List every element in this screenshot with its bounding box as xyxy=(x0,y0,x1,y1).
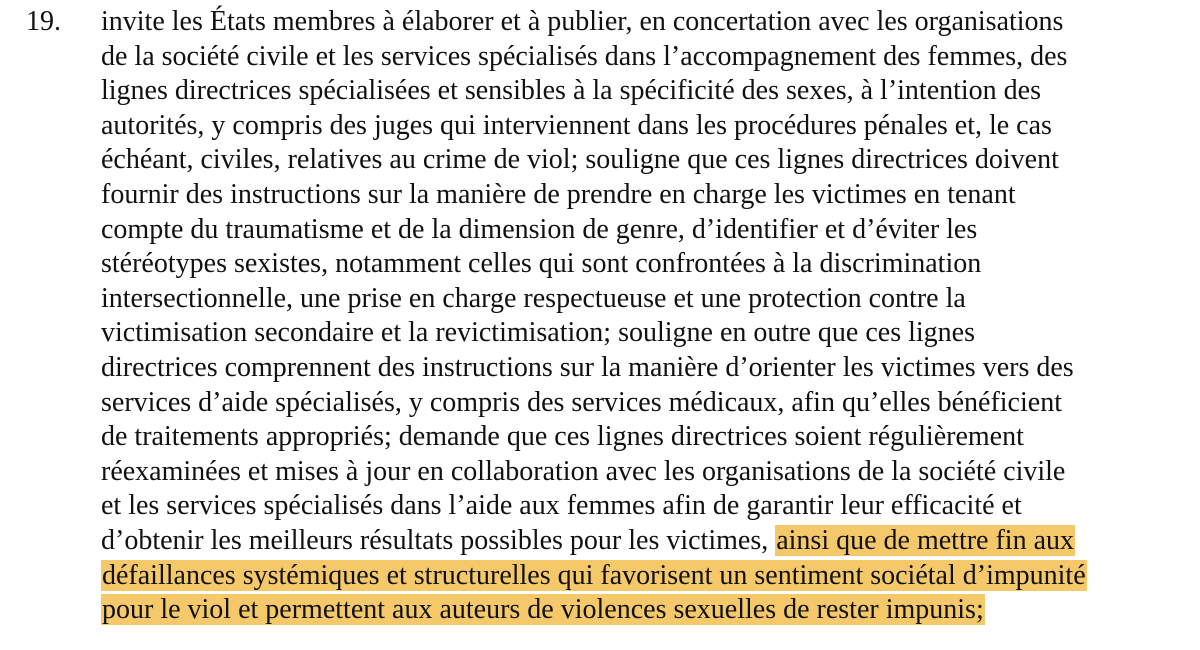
plain-text: d’obtenir les meilleurs résultats possibles pour les victimes, xyxy=(101,524,776,556)
text-line: invite les États membres à élaborer et à publier, en concertation avec les organisations xyxy=(101,6,1064,37)
text-line: compte du traumatisme et de la dimension de genre, d’identifier et d’éviter les xyxy=(101,213,978,245)
text-line: autorités, y compris des juges qui interviennent dans les procédures pénales et, le cas xyxy=(101,109,1052,141)
highlighted-text: pour le viol et permettent aux auteurs de violences sexuelles de rester impunis; xyxy=(102,594,984,626)
text-line: de traitements appropriés; demande que ces lignes directrices soient régulièrement xyxy=(101,421,1024,453)
highlighted-text: défaillances systémiques et structurelles qui favorisent un sentiment sociétal d’impunité xyxy=(102,559,1086,591)
text-line: de la société civile et les services spécialisés dans l’accompagnement des femmes, des xyxy=(101,40,1068,72)
text-line: et les services spécialisés dans l’aide aux femmes afin de garantir leur efficacité et xyxy=(101,490,1022,522)
text-line-highlighted xyxy=(101,593,1196,628)
text-line-mixed xyxy=(101,524,1196,559)
text-line: réexaminées et mises à jour en collaboration avec les organisations de la société civile xyxy=(101,455,1066,487)
text-line: victimisation secondaire et la revictimisation; souligne en outre que ces lignes xyxy=(101,317,975,349)
highlighted-text: ainsi que de mettre fin aux xyxy=(776,524,1075,556)
paragraph-body xyxy=(101,5,1196,628)
text-line: directrices comprennent des instructions sur la manière d’orienter les victimes vers des xyxy=(101,351,1074,383)
paragraph-number: 19. xyxy=(26,6,61,37)
text-line: échéant, civiles, relatives au crime de viol; souligne que ces lignes directrices doivent xyxy=(101,144,1059,176)
text-line: intersectionnelle, une prise en charge respectueuse et une protection contre la xyxy=(101,282,966,314)
text-line: fournir des instructions sur la manière de prendre en charge les victimes en tenant xyxy=(101,178,1016,210)
text-line: services d’aide spécialisés, y compris des services médicaux, afin qu’elles bénéficient xyxy=(101,386,1062,418)
text-line: lignes directrices spécialisées et sensibles à la spécificité des sexes, à l’intention des xyxy=(101,75,1042,107)
text-line: stéréotypes sexistes, notamment celles qui sont confrontées à la discrimination xyxy=(101,248,982,280)
text-line-highlighted xyxy=(101,559,1196,594)
